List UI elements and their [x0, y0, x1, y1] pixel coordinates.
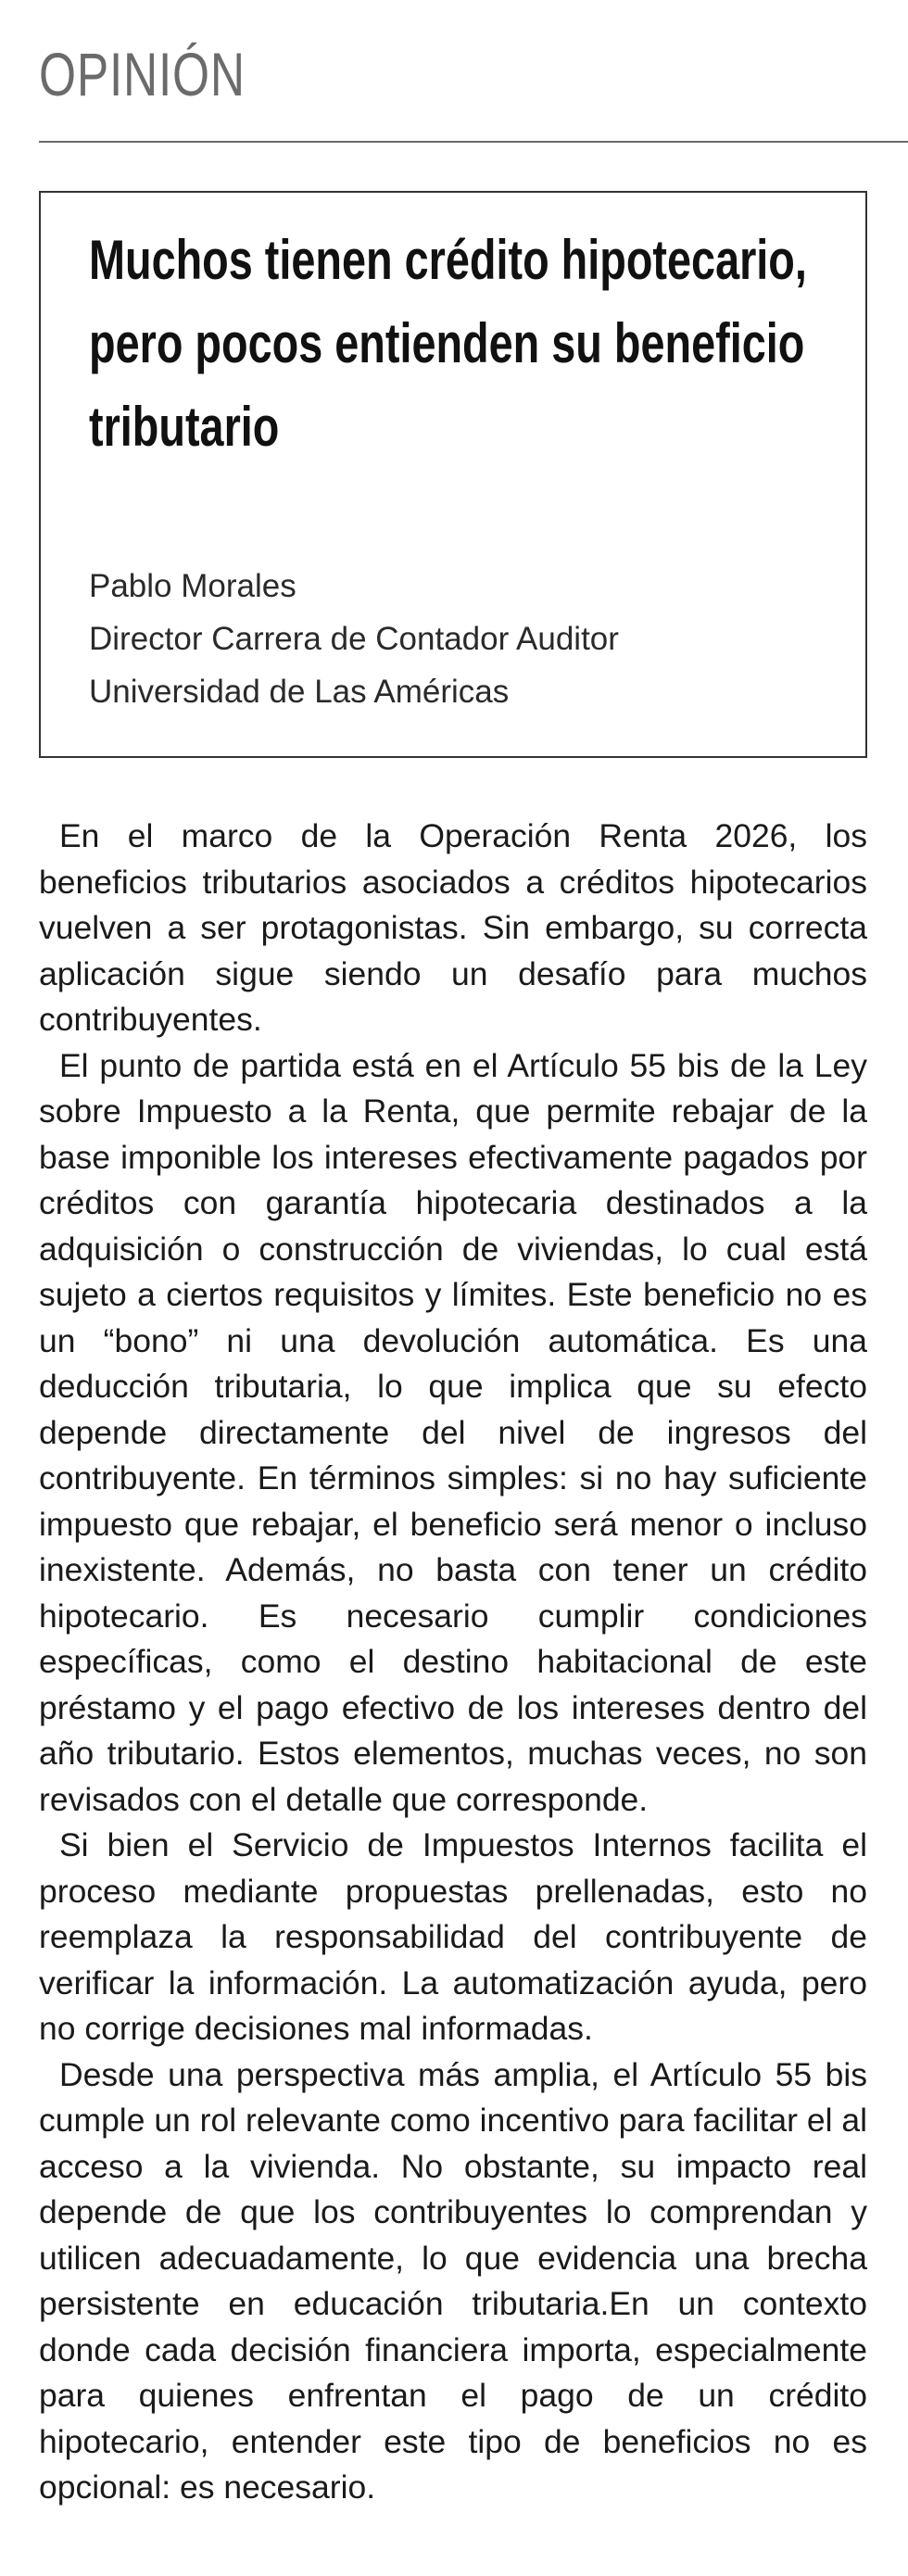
- author-institution: Universidad de Las Américas: [89, 674, 510, 710]
- section-label: OPINIÓN: [39, 40, 246, 108]
- article-headline: Muchos tienen crédito hipotecario, pero pocos entienden su beneficio tributario: [89, 229, 807, 458]
- article-paragraph: Si bien el Servicio de Impuestos Internos facilita el proceso mediante propuestas prellenadas, esto no reemplaza la responsabilidad del contribuyente de verificar la información. La automatización ayuda, pero no corrige decisiones mal informadas.: [39, 1826, 867, 2047]
- author-name: Pablo Morales: [89, 568, 296, 604]
- author-role: Director Carrera de Contador Auditor: [89, 621, 619, 657]
- article-paragraph: Desde una perspectiva más amplia, el Artículo 55 bis cumple un rol relevante como incentivo para facilitar el al acceso a la vivienda. No obstante, su impacto real depende de que los contribuyentes lo comprendan y utilicen adecuadamente, lo que evidencia una brecha persistente en educación tributaria.En un contexto donde cada decisión financiera importa, especialmente para quienes enfrentan el pago de un crédito hipotecario, entender este tipo de beneficios no es opcional: es necesario.: [39, 2055, 867, 2506]
- article-body: [39, 814, 867, 2511]
- article-header-box: [39, 191, 867, 758]
- article-paragraph: El punto de partida está en el Artículo 55 bis de la Ley sobre Impuesto a la Renta, que permite rebajar de la base imponible los intereses efectivamente pagados por créditos con garantía hipotecaria destinados a la adquisición o construcción de viviendas, lo cual está sujeto a ciertos requisitos y límites. Este beneficio no es un “bono” ni una devolución automática. Es una deducción tributaria, lo que implica que su efecto depende directamente del nivel de ingresos del contribuyente. En términos simples: si no hay suficiente impuesto que rebajar, el beneficio será menor o incluso inexistente. Además, no basta con tener un crédito hipotecario. Es necesario cumplir condiciones específicas, como el destino habitacional de este préstamo y el pago efectivo de los intereses dentro del año tributario. Estos elementos, muchas veces, no son revisados con el detalle que corresponde.: [39, 1046, 867, 1818]
- section-divider: [39, 141, 908, 143]
- author-block: [89, 560, 619, 718]
- article-paragraph: En el marco de la Operación Renta 2026, los beneficios tributarios asociados a créditos hipotecarios vuelven a ser protagonistas. Sin embargo, su correcta aplicación sigue siendo un desafío para muchos contribuyentes.: [39, 817, 867, 1038]
